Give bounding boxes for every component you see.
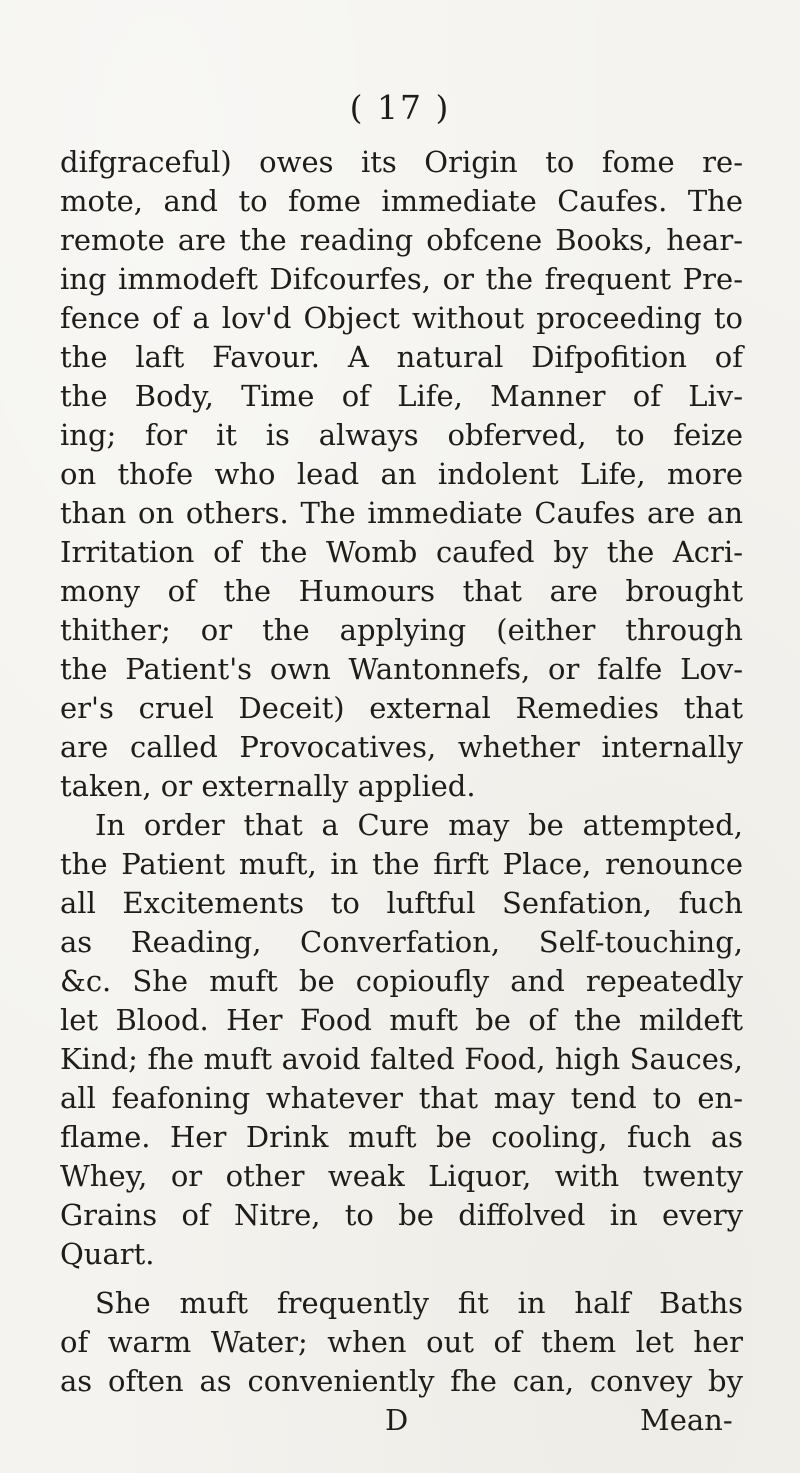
text-line: on thofe who lead an indolent Life, more (60, 457, 743, 491)
signature-mark: D (385, 1403, 409, 1437)
text-line: remote are the reading obfcene Books, hear- (60, 223, 743, 257)
page-number: ( 17 ) (349, 88, 451, 127)
text-line: difgraceful) owes its Origin to fome re- (60, 145, 743, 179)
text-line: &c. She muft be copioufly and repeatedly (60, 964, 743, 998)
text-line: Kind; fhe muft avoid falted Food, high Sauces, (60, 1042, 743, 1076)
text-line: In order that a Cure may be attempted, (95, 808, 743, 842)
page-footer (0, 1400, 800, 1440)
text-line: ing immodeft Difcourfes, or the frequent Pre- (60, 262, 743, 296)
text-line: er's cruel Deceit) external Remedies that (60, 691, 743, 725)
text-line: Quart. (60, 1237, 155, 1271)
text-line: mony of the Humours that are brought (60, 574, 743, 608)
catchword: Mean- (640, 1403, 733, 1437)
text-line: thither; or the applying (either through (60, 613, 743, 647)
text-line: ing; for it is always obferved, to feize (60, 418, 743, 452)
text-line: fence of a lov'd Object without proceeding to (60, 301, 743, 335)
text-line: the Patient muft, in the firft Place, renounce (60, 847, 743, 881)
text-line: the laft Favour. A natural Difpofition of (60, 340, 743, 374)
text-line: the Body, Time of Life, Manner of Liv- (60, 379, 743, 413)
text-line: all feafoning whatever that may tend to en- (60, 1081, 743, 1115)
text-line: Grains of Nitre, to be diffolved in every (60, 1198, 743, 1232)
text-line: of warm Water; when out of them let her (60, 1325, 743, 1359)
text-line: let Blood. Her Food muft be of the mildeft (60, 1003, 743, 1037)
text-line: are called Provocatives, whether internally (60, 730, 743, 764)
text-line: taken, or externally applied. (60, 769, 476, 803)
text-line: Irritation of the Womb caufed by the Acri- (60, 535, 743, 569)
text-line: as Reading, Converfation, Self-touching, (60, 925, 743, 959)
text-line: all Excitements to luftful Senfation, fuch (60, 886, 743, 920)
text-line: Whey, or other weak Liquor, with twenty (60, 1159, 743, 1193)
text-line: flame. Her Drink muft be cooling, fuch as (60, 1120, 743, 1154)
text-line: She muft frequently fit in half Baths (95, 1286, 743, 1320)
text-line: the Patient's own Wantonnefs, or falfe Lov- (60, 652, 743, 686)
text-line: as often as conveniently fhe can, convey by (60, 1364, 743, 1398)
text-line: mote, and to fome immediate Caufes. The (60, 184, 743, 218)
text-line: than on others. The immediate Caufes are an (60, 496, 743, 530)
